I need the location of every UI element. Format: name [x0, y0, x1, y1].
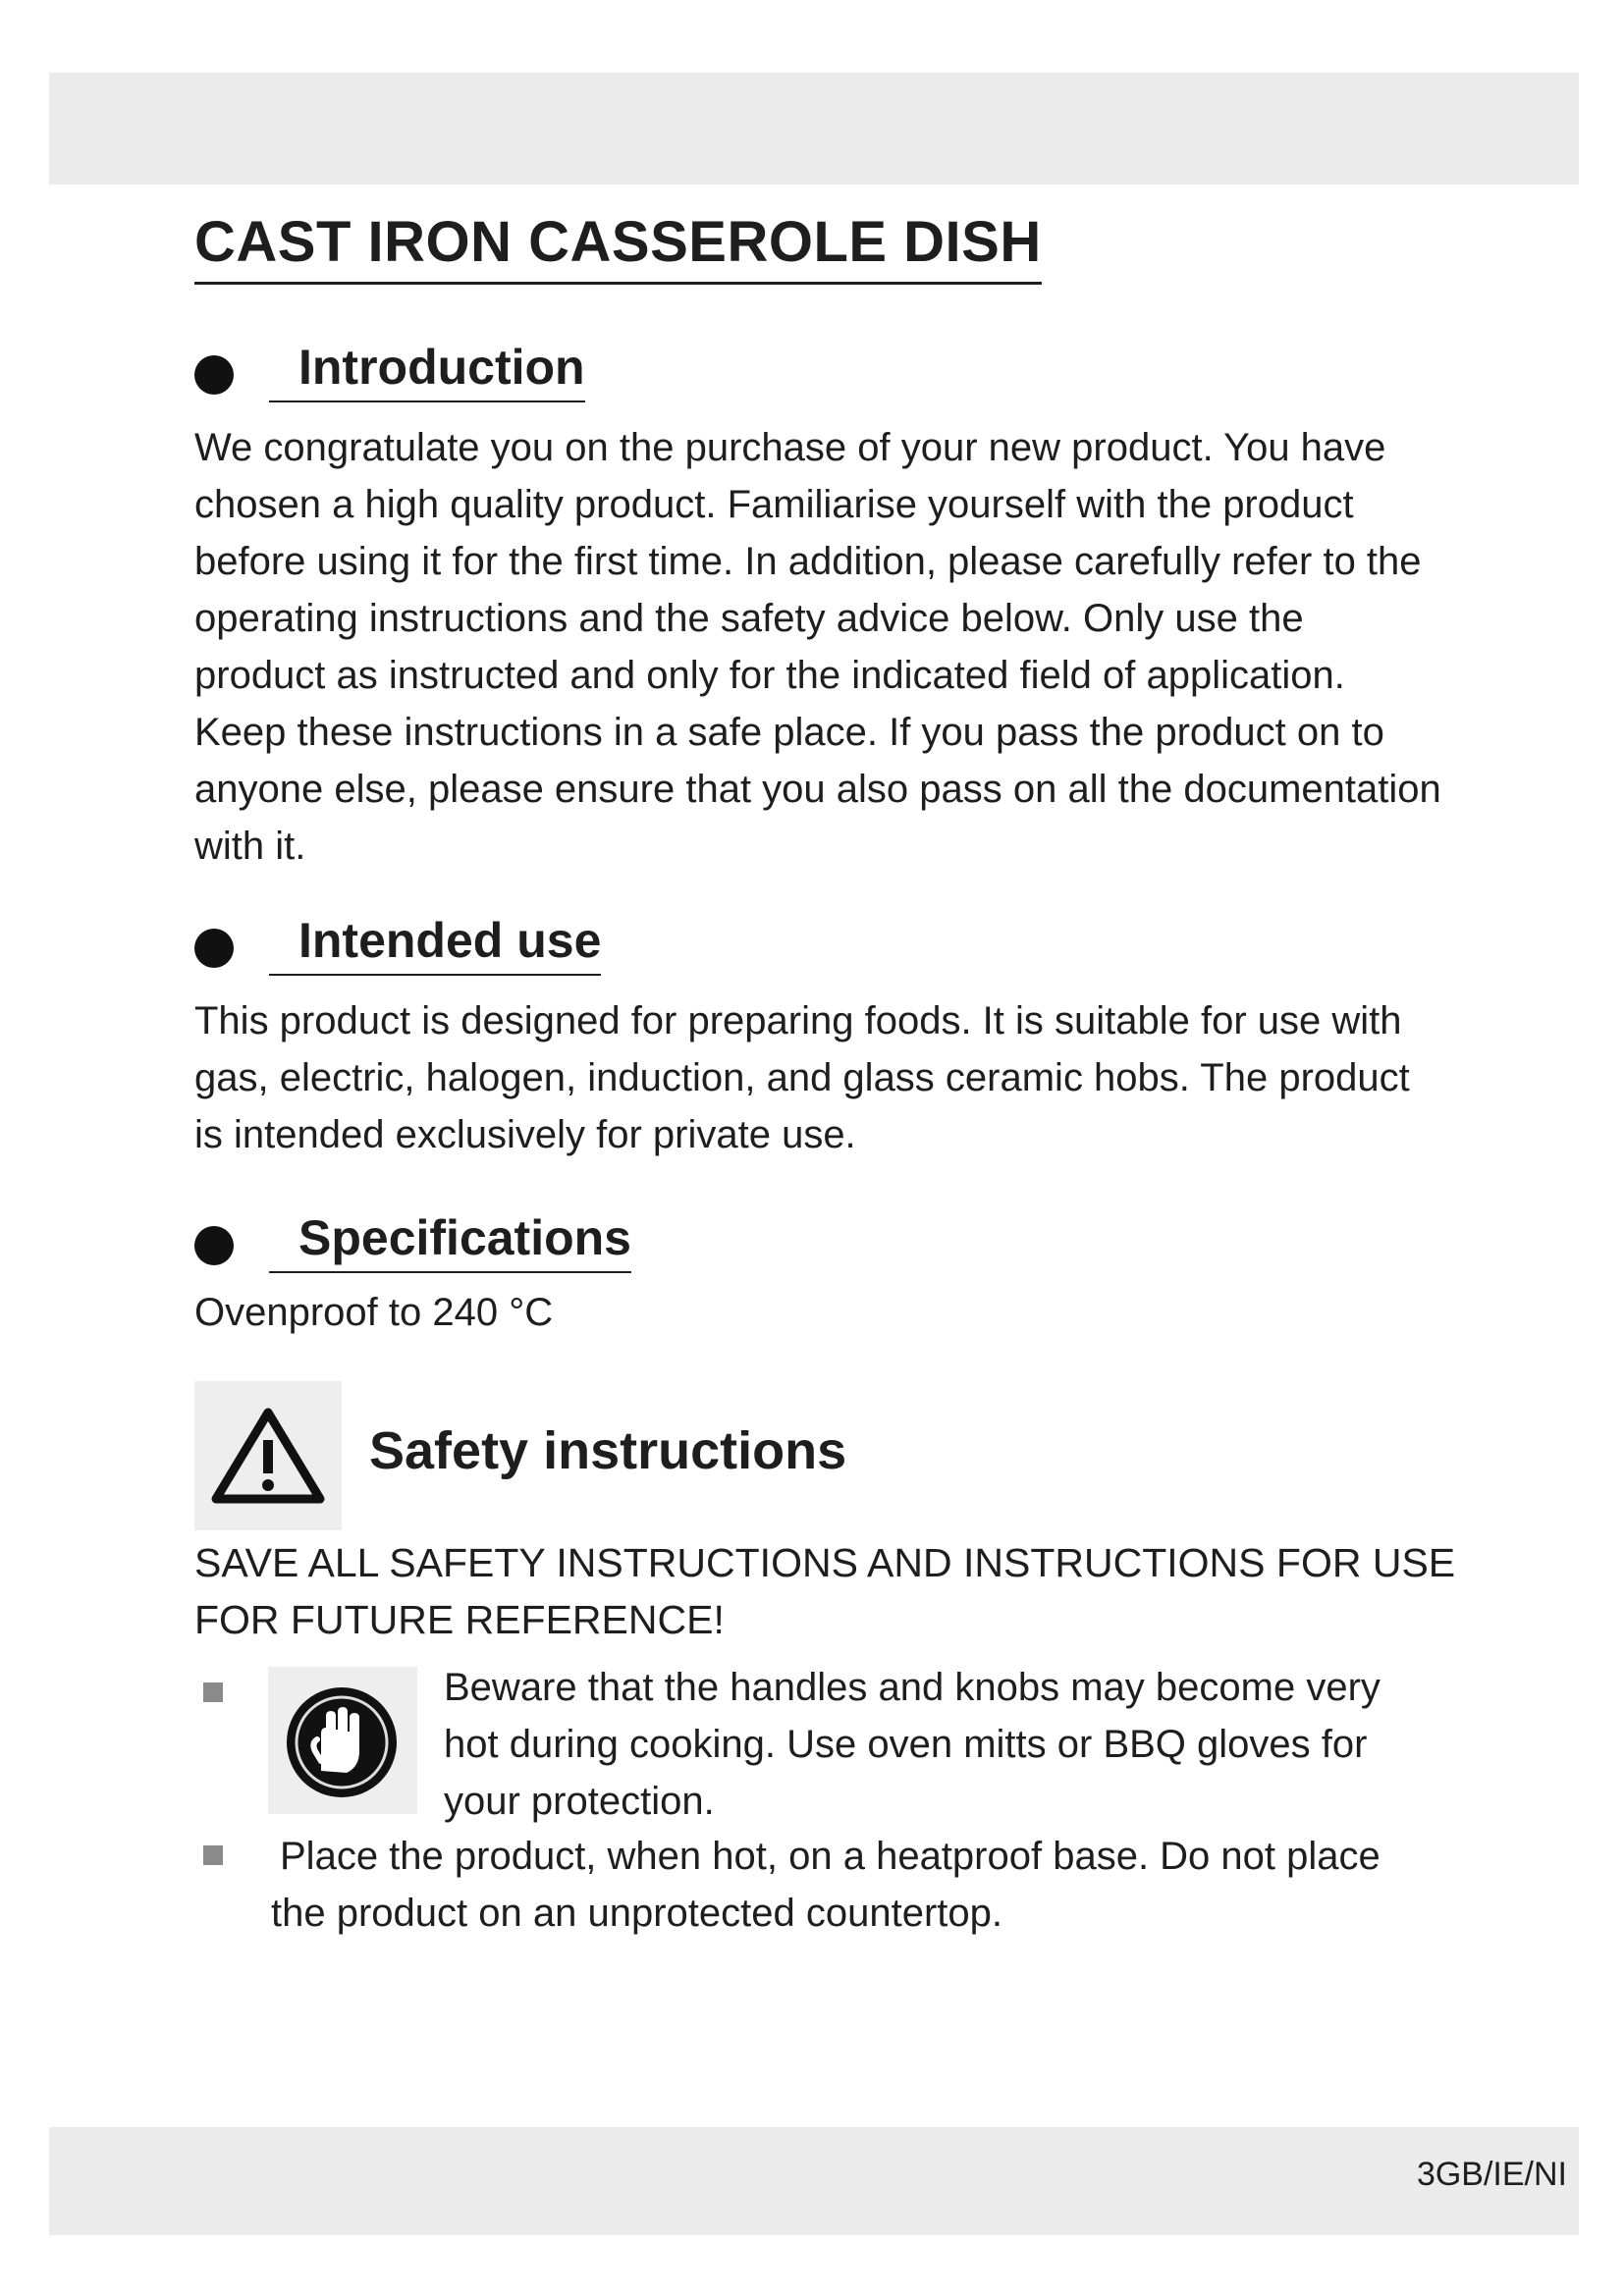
safety-item-heatproof-text: Place the product, when hot, on a heatproof base. Do not place the product on an unprotected countertop. [271, 1835, 1380, 1935]
square-bullet-icon [203, 1682, 223, 1702]
document-title: CAST IRON CASSEROLE DISH [194, 210, 1042, 285]
safety-item-gloves-text: Beware that the handles and knobs may become very hot during cooking. Use oven mitts or BBQ gloves for your protection. [444, 1666, 1380, 1823]
safety-instructions-heading: Safety instructions [369, 1421, 847, 1480]
square-bullet-icon [203, 1845, 223, 1865]
safety-notice: SAVE ALL SAFETY INSTRUCTIONS AND INSTRUCTIONS FOR USE FOR FUTURE REFERENCE! [194, 1540, 1456, 1642]
intended-use-body: This product is designed for preparing foods. It is suitable for use with gas, electric, halogen, induction, and glass ceramic hobs. The product is intended exclusively for private use. [194, 999, 1410, 1156]
section-bullet-icon [194, 355, 234, 395]
page-number: 3GB/IE/NI [1416, 2156, 1567, 2193]
section-bullet-icon [194, 1226, 234, 1265]
intended-use-heading: Intended use [269, 911, 601, 976]
section-bullet-icon [194, 929, 234, 968]
warning-triangle-icon [194, 1381, 342, 1530]
footer-band [49, 2127, 1579, 2235]
introduction-heading: Introduction [269, 338, 585, 402]
specifications-body: Ovenproof to 240 °C [194, 1291, 554, 1334]
header-band [49, 73, 1579, 185]
introduction-body: We congratulate you on the purchase of your new product. You have chosen a high quality product. Familiarise yourself with the product before using it for the first time. In addition, please carefully refer to the operating instructions and the safety advice below. Only use the product as instructed and only for the indicated field of application. Keep these instructions in a safe place. If you pass the product on to anyone else, please ensure that you also pass on all the documentation with it. [194, 426, 1441, 868]
oven-gloves-icon [268, 1667, 417, 1814]
specifications-heading: Specifications [269, 1208, 631, 1273]
